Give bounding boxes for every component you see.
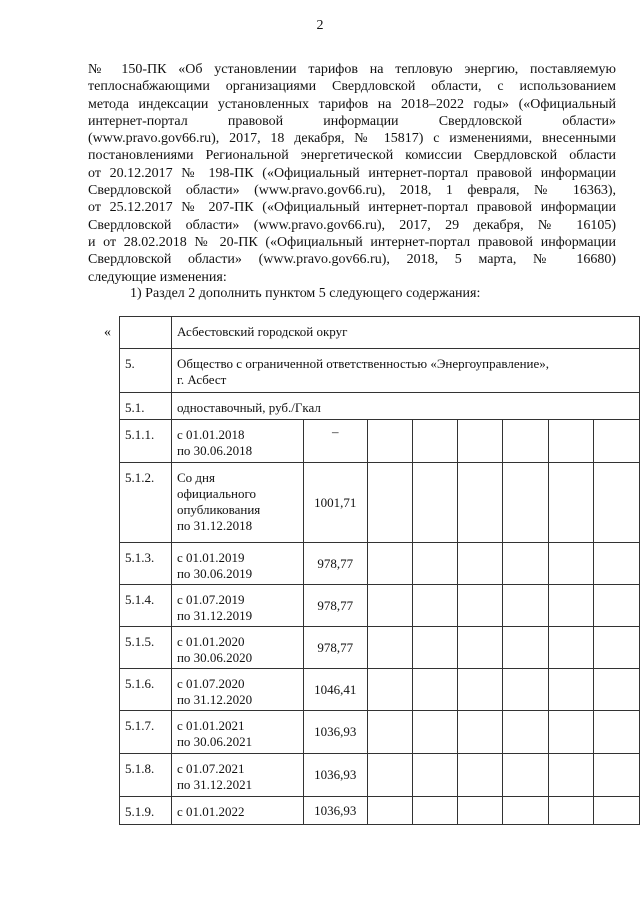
cell-empty: [503, 585, 549, 627]
period-line: по 30.06.2019: [176, 566, 253, 581]
district-name: Асбестовский городской округ: [171, 317, 639, 349]
period-line: с 01.07.2019: [176, 592, 245, 607]
period-number: 5.1.9.: [120, 797, 172, 825]
tariff-value: 978,77: [303, 543, 367, 585]
period-line: с 01.01.2018: [176, 427, 245, 442]
tariff-value: 1001,71: [303, 463, 367, 543]
period-number: 5.1.1.: [120, 420, 172, 463]
period-dates: [171, 585, 303, 627]
cell-empty: [594, 797, 640, 825]
cell-empty: [594, 463, 640, 543]
paragraph-line: и от 28.02.2018 № 20-ПК («Официальный интернет-портал правовой информации: [88, 234, 616, 250]
cell-empty: [503, 420, 549, 463]
tariff-table: [119, 316, 640, 825]
cell-empty: [549, 669, 594, 711]
paragraph-line: следующие изменения:: [88, 269, 227, 285]
period-line: официального: [176, 486, 257, 501]
paragraph-line: Свердловской области» (www.pravo.gov66.ru), 2018, 5 марта, № 16680): [88, 252, 616, 268]
cell-empty: [367, 420, 412, 463]
rate-type-number: 5.1.: [120, 393, 172, 420]
tariff-value: 1036,93: [303, 797, 367, 825]
period-line: с 01.01.2019: [176, 550, 245, 565]
cell-empty: [503, 627, 549, 669]
period-dates: [171, 627, 303, 669]
tariff-value: 1036,93: [303, 754, 367, 797]
cell-empty: [367, 585, 412, 627]
table-row: [120, 711, 640, 754]
period-line: по 31.12.2021: [176, 777, 253, 792]
paragraph-line: Свердловской области» (www.pravo.gov66.ru), 2018, 1 февраля, № 16363),: [88, 183, 616, 199]
period-number: 5.1.2.: [120, 463, 172, 543]
cell-empty: [367, 797, 412, 825]
cell-empty: [458, 585, 503, 627]
cell-empty: [412, 585, 458, 627]
organization-name: [171, 349, 639, 393]
period-line: с 01.07.2020: [176, 676, 245, 691]
period-number: 5.1.7.: [120, 711, 172, 754]
period-number: 5.1.4.: [120, 585, 172, 627]
period-dates: [171, 463, 303, 543]
table-row: [120, 463, 640, 543]
period-line: с 01.01.2021: [176, 718, 245, 733]
cell-empty: [594, 420, 640, 463]
paragraph-line: теплоснабжающими организациями Свердловской области, с использованием: [88, 79, 616, 95]
cell-empty: [412, 797, 458, 825]
point-1-text: 1) Раздел 2 дополнить пунктом 5 следующего содержания:: [130, 286, 481, 301]
cell-empty: [549, 754, 594, 797]
opening-quote: «: [104, 325, 111, 340]
cell-empty: [594, 711, 640, 754]
cell-empty: [549, 711, 594, 754]
intro-paragraph: [88, 61, 616, 286]
cell-empty: [412, 669, 458, 711]
cell-empty: [594, 627, 640, 669]
cell-empty: [412, 754, 458, 797]
table-row: [120, 669, 640, 711]
period-number: 5.1.6.: [120, 669, 172, 711]
cell-empty: [503, 543, 549, 585]
paragraph-line: от 20.12.2017 № 198-ПК («Официальный интернет-портал правовой информации: [88, 165, 616, 181]
period-dates: [171, 543, 303, 585]
organization-city: г. Асбест: [176, 372, 227, 387]
cell-empty: [458, 711, 503, 754]
cell-empty: [367, 669, 412, 711]
table-row: [120, 585, 640, 627]
table-row: [120, 627, 640, 669]
paragraph-line: (www.pravo.gov66.ru), 2017, 18 декабря, № 15817) с изменениями, внесенными: [88, 131, 616, 147]
organization-row: [120, 349, 640, 393]
cell-empty: [367, 711, 412, 754]
cell-empty: [367, 627, 412, 669]
table-row: [120, 797, 640, 825]
period-line: по 30.06.2021: [176, 734, 253, 749]
cell-empty: [412, 627, 458, 669]
cell-empty: [549, 585, 594, 627]
table-row: [120, 754, 640, 797]
cell-empty: [549, 463, 594, 543]
cell-empty: [549, 797, 594, 825]
district-row: [120, 317, 640, 349]
period-dates: [171, 669, 303, 711]
period-line: по 30.06.2020: [176, 650, 253, 665]
cell-empty: [594, 543, 640, 585]
page-number: 2: [316, 18, 324, 33]
paragraph-line: постановлениями Региональной энергетической комиссии Свердловской области: [88, 148, 616, 164]
period-line: опубликования: [176, 502, 261, 517]
cell-empty: [412, 463, 458, 543]
cell-empty: [503, 669, 549, 711]
cell-empty: [412, 711, 458, 754]
period-dates: [171, 711, 303, 754]
period-line: по 30.06.2018: [176, 443, 253, 458]
organization-number: 5.: [120, 349, 172, 393]
cell-empty: [503, 797, 549, 825]
period-line: Со дня: [176, 470, 215, 485]
period-line: по 31.12.2020: [176, 692, 253, 707]
cell-empty: [458, 669, 503, 711]
period-line: с 01.01.2020: [176, 634, 245, 649]
rate-type-label: одноставочный, руб./Гкал: [171, 393, 639, 420]
tariff-value: 978,77: [303, 627, 367, 669]
period-line: с 01.07.2021: [176, 761, 245, 776]
period-number: 5.1.5.: [120, 627, 172, 669]
cell-empty: [458, 797, 503, 825]
paragraph-line: № 150-ПК «Об установлении тарифов на тепловую энергию, поставляемую: [88, 62, 616, 77]
cell-empty: [594, 754, 640, 797]
tariff-value: 978,77: [303, 585, 367, 627]
cell-empty: [458, 754, 503, 797]
organization-name-line: Общество с ограниченной ответственностью «Энергоуправление»,: [176, 356, 550, 371]
period-number: 5.1.3.: [120, 543, 172, 585]
table-row: [120, 420, 640, 463]
paragraph-line: метода индексации установленных тарифов на 2018–2022 годы» («Официальный: [88, 96, 616, 112]
cell-empty: [549, 420, 594, 463]
paragraph-line: от 25.12.2017 № 207-ПК («Официальный интернет-портал правовой информации: [88, 200, 616, 216]
table-row: [120, 543, 640, 585]
cell-empty: [458, 543, 503, 585]
cell-empty: [367, 543, 412, 585]
cell-empty: [412, 420, 458, 463]
cell-empty: [594, 585, 640, 627]
period-number: 5.1.8.: [120, 754, 172, 797]
cell-empty: [549, 543, 594, 585]
cell-empty: [594, 669, 640, 711]
tariff-value: 1046,41: [303, 669, 367, 711]
cell-empty: [367, 754, 412, 797]
cell-empty: [458, 463, 503, 543]
cell-empty: [412, 543, 458, 585]
paragraph-line: Свердловской области» (www.pravo.gov66.ru), 2017, 29 декабря, № 16105): [88, 217, 616, 233]
period-dates: [171, 420, 303, 463]
period-dates: [171, 754, 303, 797]
paragraph-line: интернет-портал правовой информации Свердловской области»: [88, 113, 616, 129]
period-line: по 31.12.2019: [176, 608, 253, 623]
cell-empty: [367, 463, 412, 543]
cell-empty: [458, 627, 503, 669]
tariff-value: 1036,93: [303, 711, 367, 754]
cell-empty: [503, 463, 549, 543]
period-dates: [171, 797, 303, 825]
cell-empty: [458, 420, 503, 463]
rate-type-row: [120, 393, 640, 420]
cell-empty: [549, 627, 594, 669]
cell-empty: [120, 317, 172, 349]
cell-empty: [503, 754, 549, 797]
cell-empty: [503, 711, 549, 754]
tariff-value: –: [303, 420, 367, 463]
period-line: с 01.01.2022: [176, 804, 245, 819]
period-line: по 31.12.2018: [176, 518, 253, 533]
